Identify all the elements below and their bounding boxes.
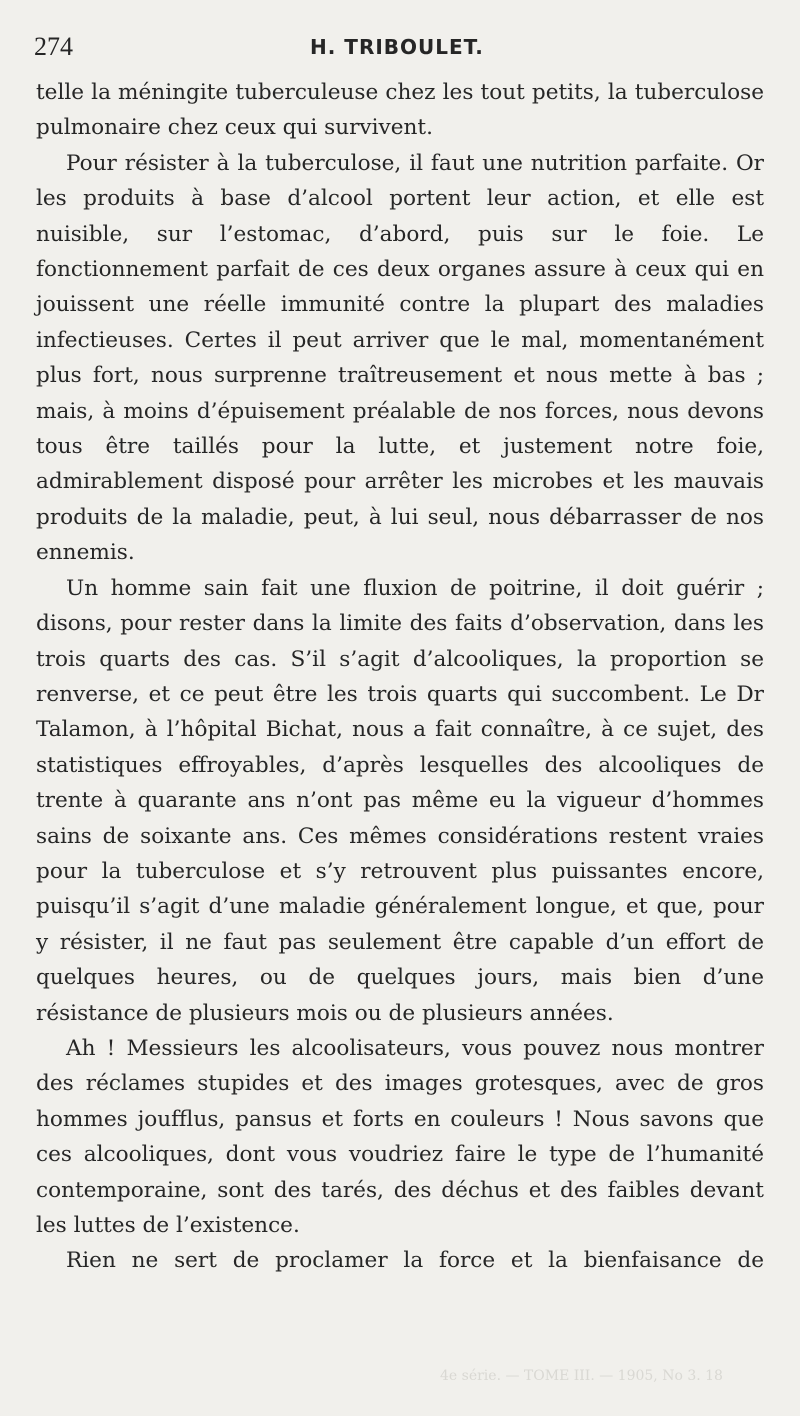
body-text (36, 75, 764, 1279)
paragraph: Pour résister à la tuberculose, il faut une nutrition parfaite. Or les produits à base d’alcool portent leur action, et elle est nuisible, sur l’estomac, d’abord, puis sur le foie. Le fonctionnement parfait de ces deux organes assure à ceux qui en jouissent une réelle immunité contre la plupart des maladies infectieuses. Certes il peut arriver que le mal, momentanément plus fort, nous surprenne traîtreusement et nous mette à bas ; mais, à moins d’épuisement préalable de nos forces, nous devons tous être taillés pour la lutte, et justement notre foie, admirablement disposé pour arrêter les microbes et les mauvais produits de la maladie, peut, à lui seul, nous débarrasser de nos ennemis. (36, 150, 764, 566)
paragraph: Un homme sain fait une fluxion de poitrine, il doit guérir ; disons, pour rester dans la limite des faits d’observation, dans les trois quarts des cas. S’il s’agit d’alcooliques, la proportion se renverse, et ce peut être les trois quarts qui succombent. Le Dr Talamon, à l’hôpital Bichat, nous a fait connaître, à ce sujet, des statistiques effroyables, d’après lesquelles des alcooliques de trente à quarante ans n’ont pas même eu la vigueur d’hommes sains de soixante ans. Ces mêmes considérations restent vraies pour la tuberculose et s’y retrouvent plus puissantes encore, puisqu’il s’agit d’une maladie généralement longue, et que, pour y résister, il ne faut pas seulement être capable d’un effort de quelques heures, ou de quelques jours, mais bien d’une résistance de plusieurs mois ou de plusieurs années. (36, 575, 764, 1026)
paragraph: Ah ! Messieurs les alcoolisateurs, vous pouvez nous montrer des réclames stupides et des images grotesques, avec de gros hommes joufflus, pansus et forts en couleurs ! Nous savons que ces alcooliques, dont vous voudriez faire le type de l’humanité contemporaine, sont des tarés, des déchus et des faibles devant les luttes de l’existence. (36, 1035, 764, 1238)
page-number: 274 (34, 32, 73, 61)
page-header (34, 32, 760, 68)
paragraph: telle la méningite tuberculeuse chez les tout petits, la tuberculose pulmonaire chez ceux qui survivent. (36, 80, 764, 141)
running-head: H. TRIBOULET. (310, 35, 484, 59)
paragraph: Rien ne sert de proclamer la force et la bienfaisance de (66, 1248, 764, 1274)
footer-signature: 4e série. — TOME III. — 1905, No 3. 18 (440, 1368, 723, 1384)
